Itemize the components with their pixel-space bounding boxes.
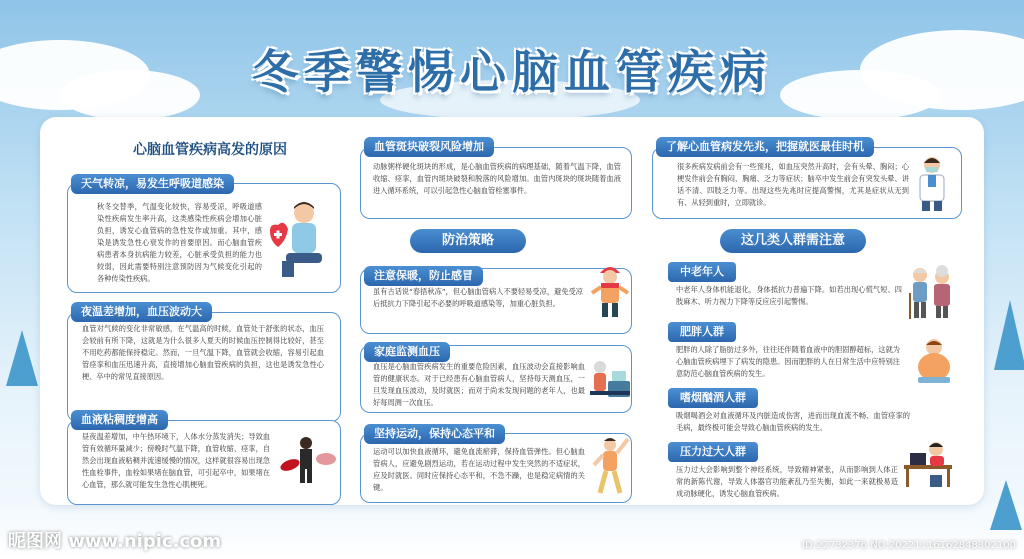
overweight-person-icon	[914, 337, 954, 385]
group-2-title: 肥胖人群	[668, 322, 736, 342]
plaque-card-title: 血管斑块破裂风险增加	[364, 137, 494, 157]
pine-tree-icon	[994, 300, 1024, 370]
content-panel	[40, 117, 984, 505]
prevention-card-1-title: 注意保暖，防止感冒	[364, 266, 483, 286]
warning-signs-card-text: 很多疾病发病前会有一些预兆，如血压突然升高时，会有头晕、胸闷；心梗发作前会有胸闷、胸痛、乏力等症状；脑卒中发生前会有突发头晕、讲话不清、四肢乏力等。出现这些先兆时应提高警惕，尤其是症状从无到有、从轻到重时，立即就诊。	[677, 162, 909, 207]
cause-card-2-text: 血管对气候的变化非常敏感，在气温高的时候，血管处于舒张的状态，血压会较前有所下降，这就是为什么很多人夏天的时候血压控制得比较好，甚至不用吃药都能保持稳定。然而，一旦气温下降，血管就会收缩，容易引起血管痉挛和血压迅速升高，直接增加心脑血管疾病的负担，这也是诱发急性心梗、卒中的常见直接原因。	[82, 324, 324, 381]
risk-groups-heading: 这几类人群需注意	[720, 229, 866, 253]
prevention-card-1-text: 虽有古话说“春捂秋冻”，但心脑血管病人不要轻易受凉，避免受凉后抵抗力下降引起不必要的呼吸道感染等，加重心脏负担。	[373, 287, 583, 308]
warm-clothing-child-icon	[590, 263, 630, 325]
exercising-person-icon	[588, 437, 632, 497]
cause-card-1-text: 秋冬交替季，气温变化较快，容易受凉，呼吸道感染性疾病发生率升高，这类感染性疾病会增加心脏负担，诱发心血管病的急性发作或加重。其中，感染是诱发急性心衰发作的首要原因。而心脑血管疾病患者本身抗病能力较差，心脏承受负担的能力也较弱，因此需要特别注意预防因为气候变化引起的各种传染性疾病。	[97, 202, 262, 283]
left-column-heading: 心脑血管疾病高发的原因	[133, 142, 287, 158]
page-title: 冬季警惕心脑血管疾病	[252, 45, 772, 99]
group-1-title: 中老年人	[668, 262, 736, 282]
cause-card-3-text: 昼夜温差增加，中午热环境下，人体水分蒸发消失；导致血管有效循环量减少；傍晚时气温下降，血管收缩、痉挛，自然会出现血液粘稠并流速缓慢的情况，这样就很容易出现急性血栓事件，血栓如果堵在脑血管，可引起卒中，如果堵在心血管，那么就可能发生急性心肌梗死。	[82, 432, 270, 489]
group-1-text: 中老年人身体机能退化，身体抵抗力普遍下降。如若出现心慌气短、四肢麻木、听力视力下降等反应应引起警惕。	[676, 285, 902, 306]
doctor-icon	[914, 155, 950, 211]
prevention-card-2-text: 血压是心脑血管疾病发生的重要危险因素，血压波动会直接影响血管的健康状态。对于已经患有心脑血管病人，坚持每天测血压，一旦发现血压波动，及时就医；而对于尚未发现问题的老年人，也最好每周测一次血压。	[373, 362, 585, 407]
stressed-worker-icon	[902, 439, 956, 489]
group-3-title: 嗜烟酗酒人群	[668, 388, 758, 408]
group-4-title: 压力过大人群	[668, 442, 758, 462]
cause-card-2-title: 夜温差增加，血压波动大	[71, 302, 212, 322]
plaque-card-text: 动脉粥样硬化斑块的形成，是心脑血管疾病的病理基础，随着气温下降，血管收缩、痉挛，血管内斑块破裂和脱落的风险增加。血管内斑块的斑块随着血液进入循环系统，可以引起急性心脑血管栓塞事件。	[373, 162, 621, 195]
cause-card-1-title: 天气转凉，易发生呼吸道感染	[71, 174, 234, 194]
prevention-card-2-title: 家庭监测血压	[364, 342, 450, 362]
watermark-site: 昵图网 www.nipic.com	[8, 531, 222, 552]
group-4-text: 压力过大会影响到整个神经系统，导致精神紧张，从而影响到人体正常的新陈代谢，导致人体器官功能紊乱乃至失衡，如此一来就极易造成动脉硬化，诱发心脑血管疾病。	[676, 465, 898, 498]
chest-pain-person-icon	[264, 199, 336, 283]
watermark-id: ID:22732376 NO:20221116162848302100	[802, 540, 1016, 551]
group-3-text: 吸烟喝酒会对血液循环及内脏造成伤害，进而出现血流不畅、血管痉挛的毛病，最终极可能会导致心脑血管疾病的发生。	[676, 411, 910, 432]
elderly-couple-icon	[906, 265, 958, 321]
prevention-card-3-text: 运动可以加快血液循环，避免血流瘀滞，保持血管弹性。但心脑血管病人，应避免剧烈运动，若在运动过程中发生突然的不适症状，应及时就医。同时应保持心态平和，不急不躁，也是稳定病情的关键。	[373, 447, 585, 492]
cause-card-3-title: 血液粘稠度增高	[71, 410, 168, 430]
pine-tree-icon	[6, 330, 38, 386]
pine-tree-icon	[990, 480, 1022, 530]
warning-signs-card-title: 了解心血管病发先兆，把握就医最佳时机	[656, 137, 874, 157]
blood-pressure-monitor-icon	[588, 357, 632, 403]
prevention-card-3-title: 坚持运动，保持心态平和	[364, 424, 505, 444]
group-2-text: 肥胖的人除了脂肪过多外，往往还伴随着血液中的胆固醇超标，这就为心脑血管疾病埋下了病发的隐患。因而肥胖的人在日常生活中应特别注意防范心脑血管疾病的发生。	[676, 345, 900, 378]
prevention-heading: 防治策略	[410, 229, 526, 253]
blood-vessel-person-icon	[278, 435, 338, 485]
